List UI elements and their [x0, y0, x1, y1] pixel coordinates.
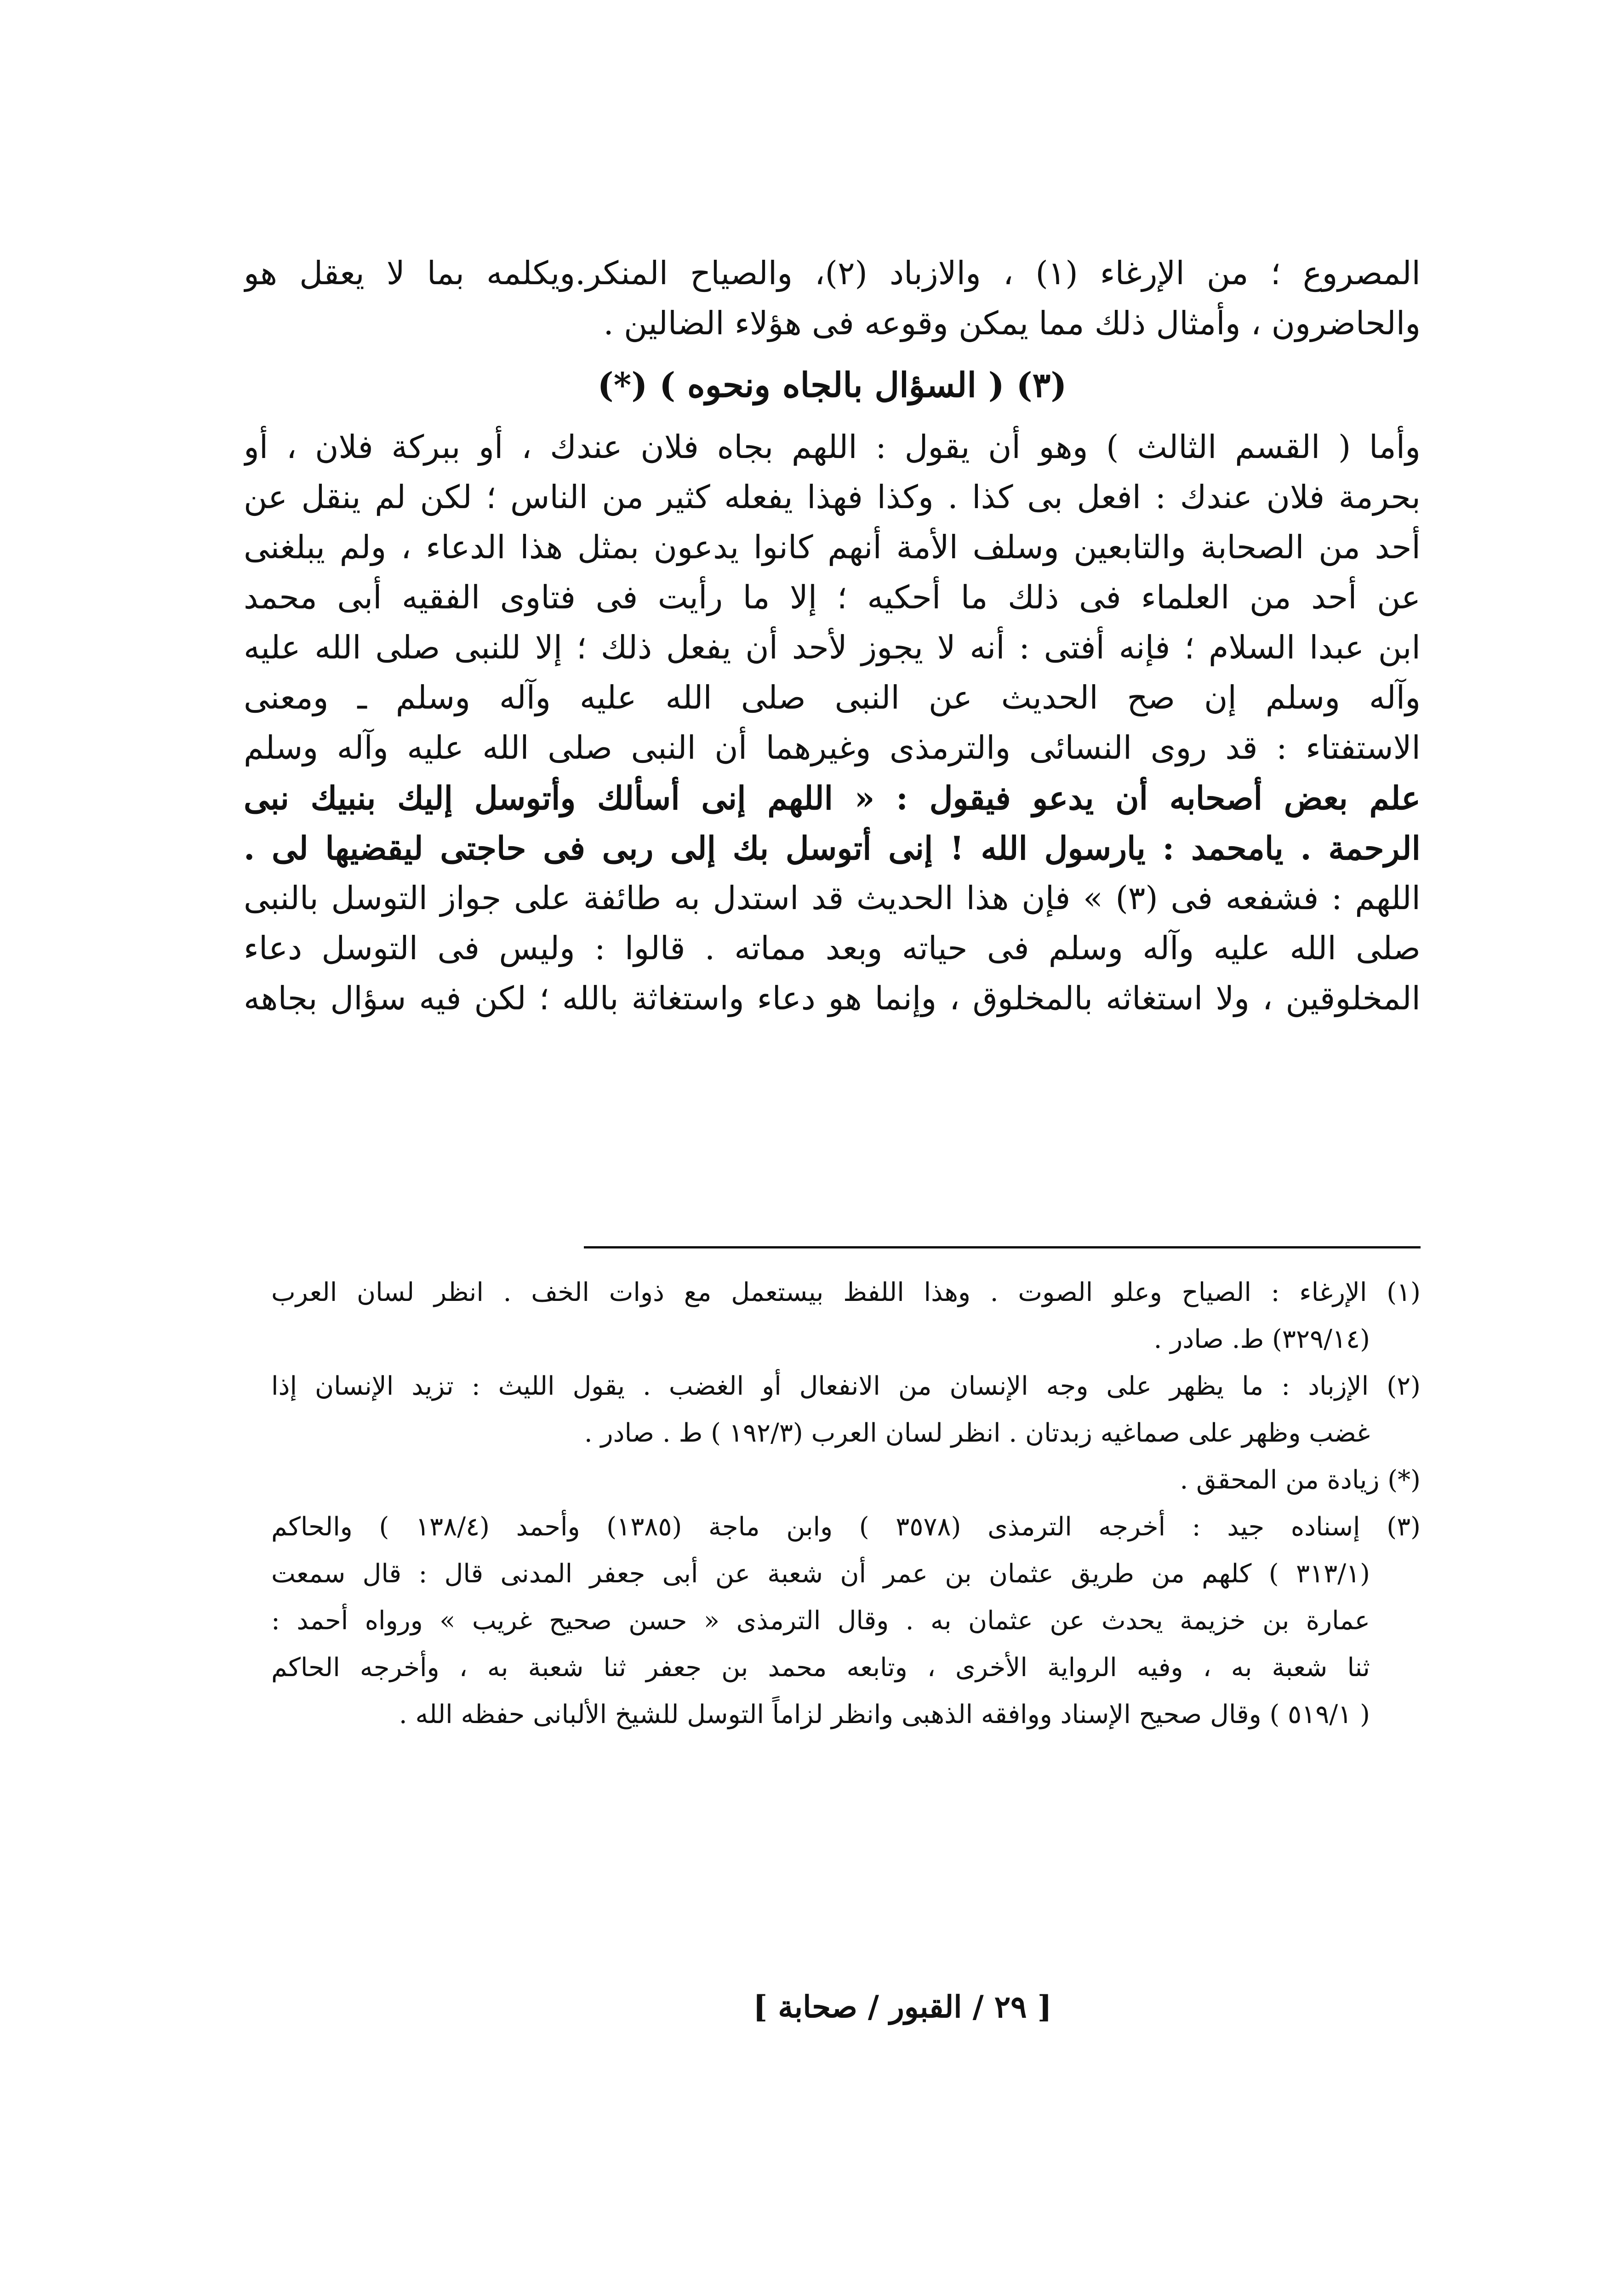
main-text [244, 248, 1421, 1024]
footnote-line: (١) الإرغاء : الصياح وعلو الصوت . وهذا اللفظ بيستعمل مع ذوات الخف . انظر لسان العرب [271, 1277, 1421, 1307]
paragraph-line: الرحمة . يامحمد : يارسول الله ! إنى أتوسل بك إلى ربى فى حاجتى ليقضيها لى . [244, 829, 1421, 867]
footnote-line: (٣١٣/١ ) كلهم من طريق عثمان بن عمر أن شعبة عن أبى جعفر المدنى قال : قال سمعت [271, 1559, 1370, 1589]
intro-line: والحاضرون ، وأمثال ذلك مما يمكن وقوعه فى هؤلاء الضالين . [603, 304, 1421, 342]
footnotes [271, 1269, 1421, 1738]
paragraph-line: المخلوقين ، ولا استغاثه بالمخلوق ، وإنما هو دعاء واستغاثة بالله ؛ لكن فيه سؤال بجاهه [244, 979, 1421, 1017]
intro-line: المصروع ؛ من الإرغاء (١) ، والازباد (٢)، والصياح المنكر.ويكلمه بما لا يعقل هو [244, 254, 1421, 292]
paragraph-line: عن أحد من العلماء فى ذلك ما أحكيه ؛ إلا ما رأيت فى فتاوى الفقيه أبى محمد [244, 578, 1421, 616]
footnote-line: غضب وظهر على صماغيه زبدتان . انظر لسان العرب (١٩٢/٣ ) ط . صادر . [584, 1418, 1370, 1448]
footnote-line: (٣) إسناده جيد : أخرجه الترمذى (٣٥٧٨ ) وابن ماجة (١٣٨٥) وأحمد (١٣٨/٤ ) والحاكم [271, 1512, 1421, 1542]
footnote-line: (٣٢٩/١٤) ط. صادر . [1153, 1324, 1370, 1354]
paragraph-line: وأما ( القسم الثالث ) وهو أن يقول : اللهم بجاه فلان عندك ، أو ببركة فلان ، أو [244, 428, 1421, 466]
paragraph-line: وآله وسلم إن صح الحديث عن النبى صلى الله عليه وآله وسلم ـ ومعنى [244, 679, 1421, 716]
paragraph-line: أحد من الصحابة والتابعين وسلف الأمة أنهم كانوا يدعون بمثل هذا الدعاء ، ولم يبلغنى [244, 528, 1421, 566]
footnote-line: ( ٥١٩/١ ) وقال صحيح الإسناد ووافقه الذهبى وانظر لزاماً التوسل للشيخ الألبانى حفظه الله . [399, 1700, 1370, 1729]
paragraph-line: بحرمة فلان عندك : افعل بى كذا . وكذا فهذا يفعله كثير من الناس ؛ لكن لم ينقل عن [244, 478, 1421, 516]
footnote-line: (٢) الإزباد : ما يظهر على وجه الإنسان من الانفعال أو الغضب . يقول الليث : تزيد الإنسان إذا [271, 1371, 1421, 1401]
footnote-line: (*) زيادة من المحقق . [1180, 1465, 1421, 1495]
paragraph-line: الاستفتاء : قد روى النسائى والترمذى وغيرهما أن النبى صلى الله عليه وآله وسلم [244, 729, 1421, 767]
paragraph-line: صلى الله عليه وآله وسلم فى حياته وبعد مماته . قالوا : وليس فى التوسل دعاء [244, 929, 1421, 967]
footnote-line: عمارة بن خزيمة يحدث عن عثمان به . وقال الترمذى « حسن صحيح غريب » ورواه أحمد : [271, 1606, 1370, 1636]
section-heading: (٣) ( السؤال بالجاه ونحوه ) (*) [597, 366, 1067, 405]
footnote-line: ثنا شعبة به ، وفيه الرواية الأخرى ، وتابعه محمد بن جعفر ثنا شعبة به ، وأخرجه الحاكم [271, 1653, 1370, 1683]
paragraph-line: ابن عبدا السلام ؛ فإنه أفتى : أنه لا يجوز لأحد أن يفعل ذلك ؛ إلا للنبى صلى الله عليه [244, 629, 1421, 666]
paragraph-line: اللهم : فشفعه فى (٣) » فإن هذا الحديث قد استدل به طائفة على جواز التوسل بالنبى [244, 879, 1421, 917]
page-footer: [ ٢٩ / القبور / صحابة ] [753, 1989, 1052, 2025]
paragraph-line: علم بعض أصحابه أن يدعو فيقول : « اللهم إنى أسألك وأتوسل إليك بنبيك نبى [244, 779, 1421, 817]
footnote-divider [584, 1246, 1421, 1248]
